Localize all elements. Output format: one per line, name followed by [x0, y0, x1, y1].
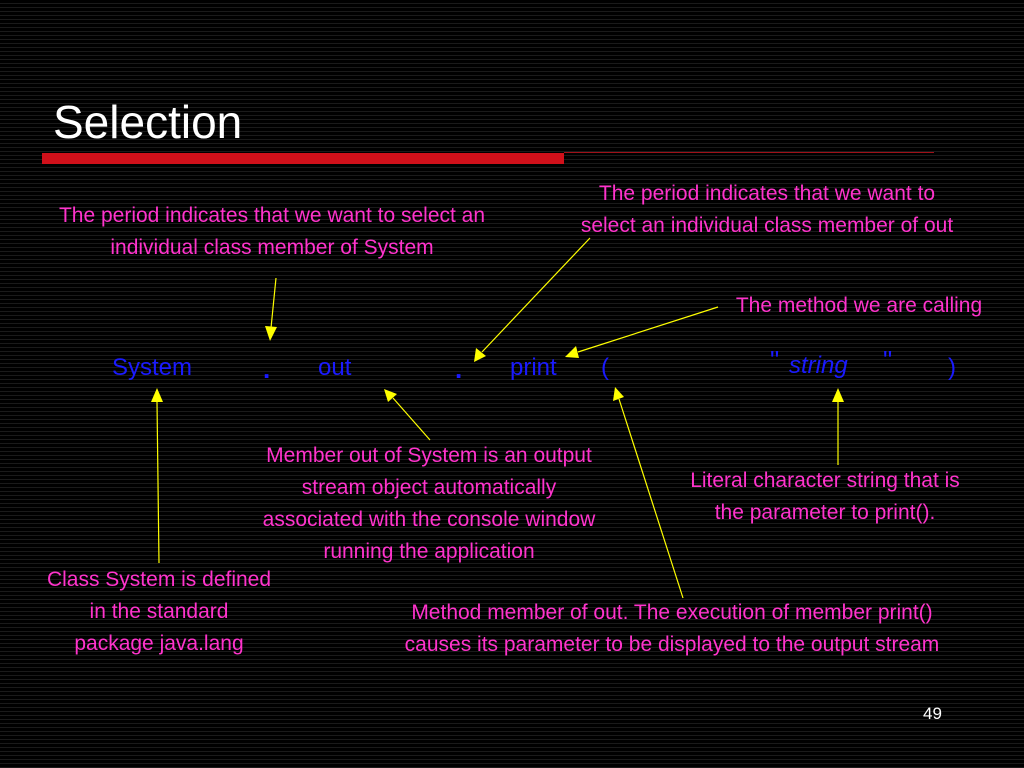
annotation-line: Member out of System is an output: [266, 444, 592, 467]
annotation-line: Literal character string that is: [690, 469, 960, 492]
annotation-line: stream object automatically: [301, 476, 557, 499]
code-close-quote: ": [883, 345, 893, 375]
arrow-class-system: [151, 388, 163, 563]
arrow-method-calling: [565, 307, 718, 358]
annotation-line: the parameter to print().: [714, 501, 936, 524]
code-open-paren: (: [601, 354, 609, 381]
annotation-line: Class System is defined: [46, 568, 272, 591]
annotation-line: package java.lang: [74, 632, 244, 655]
annotation-line: Method member of out. The execution of member print(): [411, 601, 933, 624]
code-system: System: [112, 354, 193, 381]
page-number: 49: [923, 704, 942, 723]
arrow-literal-string: [832, 388, 844, 465]
arrow-method-member: [613, 387, 683, 598]
annotation-line: The period indicates that we want to select an: [58, 204, 486, 227]
arrow-member-out: [384, 389, 430, 440]
annotation-line: in the standard: [89, 600, 229, 623]
code-open-quote: ": [770, 345, 780, 375]
annotation-line: associated with the console window: [262, 508, 596, 531]
annotation-line: The method we are calling: [735, 294, 983, 317]
slide-title: Selection: [53, 96, 243, 148]
annotation-line: individual class member of System: [110, 236, 434, 259]
code-dot-out: .: [455, 354, 463, 384]
annotation-line: running the application: [323, 540, 535, 563]
annotation-line: select an individual class member of out: [580, 214, 954, 237]
arrow-period-system: [265, 278, 277, 341]
code-string: string: [789, 352, 848, 379]
code-close-paren: ): [948, 354, 956, 381]
code-out: out: [318, 354, 352, 381]
annotation-line: causes its parameter to be displayed to the output stream: [404, 633, 940, 656]
code-dot-system: .: [263, 354, 271, 384]
annotation-line: The period indicates that we want to: [598, 182, 936, 205]
code-print: print: [510, 354, 557, 381]
arrow-period-out: [474, 238, 590, 362]
